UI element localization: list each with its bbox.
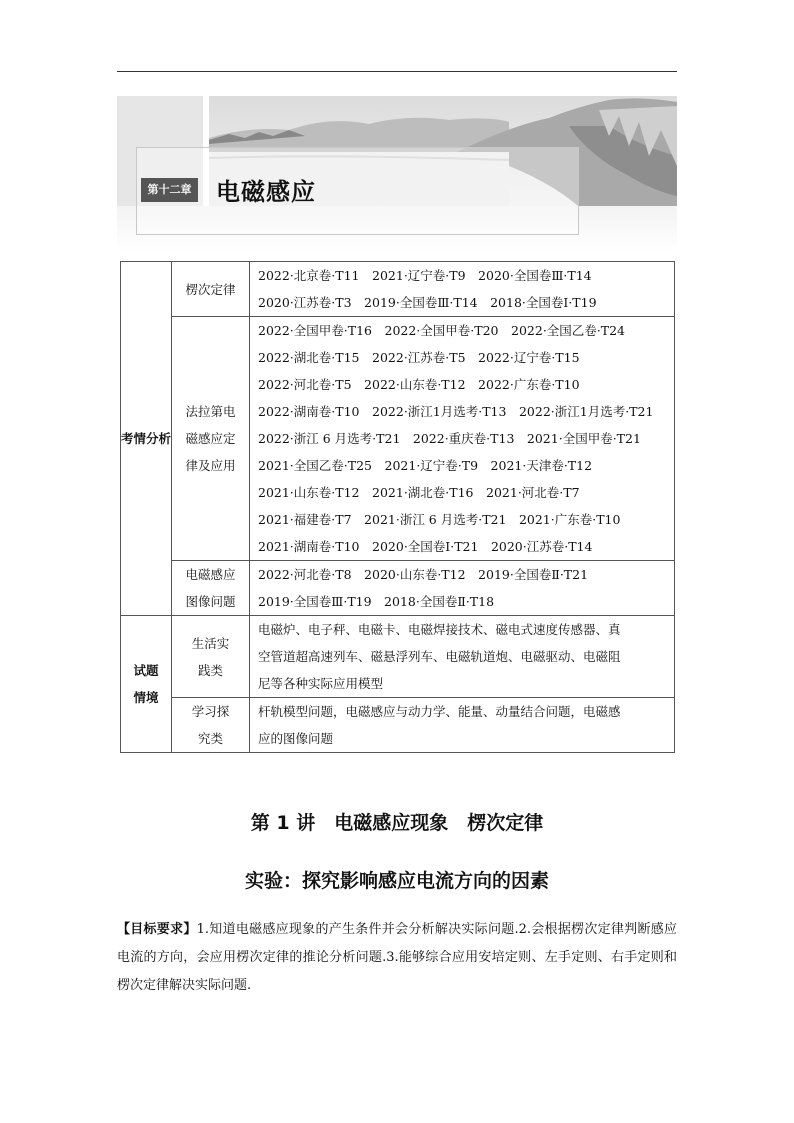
content-cell [250, 561, 675, 616]
content-line: 2022·河北卷·T8 2020·山东卷·T12 2019·全国卷Ⅱ·T21 [258, 567, 589, 582]
table-row [121, 561, 675, 616]
content-line: 2022·湖南卷·T10 2022·浙江1月选考·T13 2022·浙江1月选考·T21 [258, 404, 654, 419]
chapter-badge: 第十二章 [141, 178, 198, 202]
topic-cell [172, 616, 250, 698]
lesson-title: 第 1 讲 电磁感应现象 楞次定律 [250, 812, 544, 834]
content-line: 空管道超高速列车、磁悬浮列车、电磁轨道炮、电磁驱动、电磁阻 [258, 649, 621, 664]
lesson-subtitle: 实验：探究影响感应电流方向的因素 [244, 870, 549, 892]
content-line: 2022·全国甲卷·T16 2022·全国甲卷·T20 2022·全国乙卷·T24 [258, 323, 626, 338]
content-cell [250, 616, 675, 698]
content-line: 尼等各种实际应用模型 [258, 676, 384, 691]
header-rule [117, 71, 677, 72]
content-line: 2019·全国卷Ⅲ·T19 2018·全国卷Ⅱ·T18 [258, 594, 495, 609]
content-cell [250, 698, 675, 753]
topic-cell [172, 698, 250, 753]
content-line: 2021·福建卷·T7 2021·浙江 6 月选考·T21 2021·广东卷·T10 [258, 512, 621, 527]
section-label-text: 试题情境 [133, 663, 159, 705]
section-label-context [121, 616, 172, 753]
content-line: 2021·山东卷·T12 2021·湖北卷·T16 2021·河北卷·T7 [258, 485, 580, 500]
content-cell [250, 262, 675, 317]
content-line: 2022·浙江 6 月选考·T21 2022·重庆卷·T13 2021·全国甲卷·T21 [258, 431, 641, 446]
topic-label: 电磁感应图像问题 [185, 567, 236, 609]
table-row [121, 317, 675, 561]
goals-text: 1.知道电磁感应现象的产生条件并会分析解决实际问题.2.会根据楞次定律判断感应电流的方向，会应用楞次定律的推论分析问题.3.能够综合应用安培定则、左手定则、右手定则和楞次定律解决实际问题. [117, 922, 677, 993]
topic-cell [172, 262, 250, 317]
content-line: 2021·湖南卷·T10 2020·全国卷Ⅰ·T21 2020·江苏卷·T14 [258, 539, 593, 554]
chapter-title: 电磁感应 [216, 178, 316, 206]
content-line: 2021·全国乙卷·T25 2021·辽宁卷·T9 2021·天津卷·T12 [258, 458, 593, 473]
content-line: 电磁炉、电子秤、电磁卡、电磁焊接技术、磁电式速度传感器、真 [258, 622, 621, 637]
goals-tag: 【目标要求】 [117, 922, 197, 937]
section-label-analysis [121, 262, 172, 616]
exam-analysis-table [120, 261, 675, 753]
content-line: 2022·湖北卷·T15 2022·江苏卷·T5 2022·辽宁卷·T15 [258, 350, 580, 365]
learning-goals [117, 916, 677, 1000]
topic-cell [172, 317, 250, 561]
content-line: 杆轨模型问题，电磁感应与动力学、能量、动量结合问题，电磁感 [258, 704, 621, 719]
topic-label: 法拉第电磁感应定律及应用 [185, 404, 236, 473]
table-row [121, 698, 675, 753]
content-cell [250, 317, 675, 561]
content-line: 2020·江苏卷·T3 2019·全国卷Ⅲ·T14 2018·全国卷Ⅰ·T19 [258, 295, 597, 310]
section-label-text: 考情分析 [121, 431, 172, 446]
content-line: 2022·河北卷·T5 2022·山东卷·T12 2022·广东卷·T10 [258, 377, 580, 392]
content-line: 2022·北京卷·T11 2021·辽宁卷·T9 2020·全国卷Ⅲ·T14 [258, 268, 592, 283]
chapter-title-box [136, 147, 579, 235]
topic-cell [172, 561, 250, 616]
topic-label: 生活实践类 [191, 635, 230, 678]
table-row [121, 616, 675, 698]
topic-label: 学习探究类 [191, 704, 230, 746]
table-row [121, 262, 675, 317]
content-line: 应的图像问题 [258, 731, 334, 746]
topic-label: 楞次定律 [185, 281, 236, 297]
